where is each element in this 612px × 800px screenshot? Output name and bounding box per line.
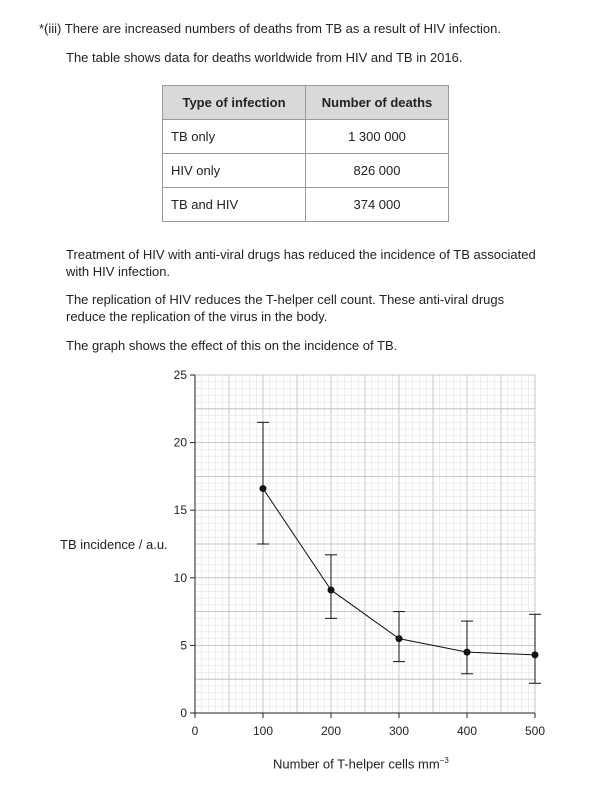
paragraph-graph-intro: The graph shows the effect of this on the incidence of TB. <box>66 338 398 353</box>
row-type: TB only <box>163 120 306 154</box>
y-tick-label: 5 <box>180 638 187 653</box>
data-point <box>396 635 403 642</box>
y-tick-label: 25 <box>173 368 187 382</box>
x-tick-label: 500 <box>524 724 546 738</box>
x-axis-label-superscript: −3 <box>439 756 449 765</box>
x-axis-label <box>273 752 449 772</box>
data-point <box>328 586 335 593</box>
header-deaths: Number of deaths <box>306 86 449 120</box>
data-point <box>532 651 539 658</box>
chart-grid <box>195 375 535 713</box>
question-intro: *(iii) There are increased numbers of deaths from TB as a result of HIV infection. <box>39 21 501 36</box>
x-axis-label-text: Number of T-helper cells mm <box>273 756 440 772</box>
y-tick-label: 0 <box>180 706 187 720</box>
y-tick-label: 10 <box>173 570 187 585</box>
data-point <box>464 649 471 656</box>
table-caption: The table shows data for deaths worldwide from HIV and TB in 2016. <box>66 50 463 65</box>
x-tick-label: 300 <box>388 724 410 738</box>
y-axis-label: TB incidence / a.u. <box>60 537 168 552</box>
x-tick-label: 0 <box>191 724 199 738</box>
header-type: Type of infection <box>163 86 306 120</box>
row-deaths: 1 300 000 <box>306 120 449 154</box>
y-tick-label: 20 <box>173 435 187 450</box>
x-tick-label: 400 <box>456 724 478 738</box>
y-tick-label: 15 <box>173 503 187 518</box>
x-tick-label: 200 <box>320 724 342 738</box>
paragraph-treatment: Treatment of HIV with anti-viral drugs has reduced the incidence of TB associated with HIV infection. <box>66 247 536 279</box>
x-tick-label: 100 <box>252 724 274 738</box>
row-type: TB and HIV <box>163 188 306 222</box>
data-point <box>260 485 267 492</box>
row-type: HIV only <box>163 154 306 188</box>
paragraph-replication: The replication of HIV reduces the T-helper cell count. These anti-viral drugs reduce the replication of the virus in the body. <box>66 292 505 324</box>
row-deaths: 826 000 <box>306 154 449 188</box>
row-deaths: 374 000 <box>306 188 449 222</box>
